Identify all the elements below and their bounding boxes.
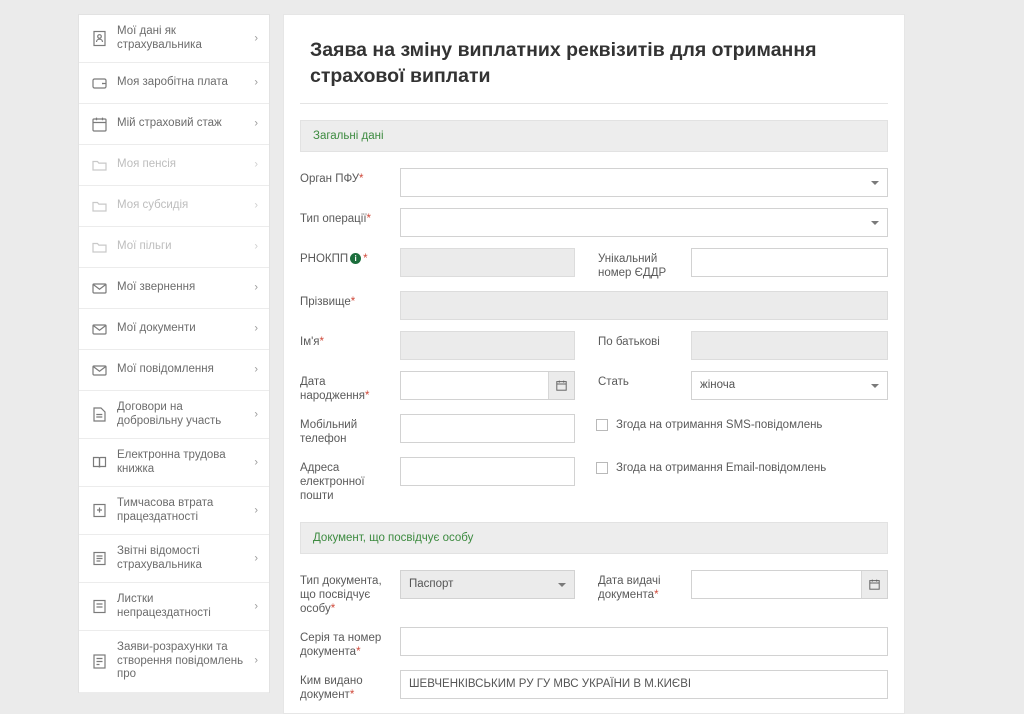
sidebar-item-e-labour-book[interactable]	[79, 439, 269, 487]
sidebar-item-label: Мої дані як страхувальника	[117, 25, 202, 51]
sex-label: Стать	[598, 376, 629, 388]
required-mark: *	[366, 213, 371, 225]
name-label	[300, 331, 400, 349]
mobile-phone-input[interactable]	[400, 414, 575, 443]
field-row-issuedby	[300, 670, 888, 702]
sidebar-item-insurer-data[interactable]	[79, 15, 269, 63]
chevron-right-icon: ›	[254, 363, 258, 376]
required-mark: *	[350, 296, 356, 308]
field-row-rnokpp	[300, 248, 888, 280]
folder-icon	[91, 157, 108, 174]
email-consent-checkbox[interactable]	[596, 462, 608, 474]
folder-icon	[91, 239, 108, 256]
calendar-icon[interactable]	[548, 372, 574, 399]
sidebar-item-label: Звітні відомості страхувальника	[117, 545, 202, 571]
email-label-line3: пошти	[300, 490, 334, 502]
required-mark: *	[654, 589, 659, 601]
sms-consent-checkbox[interactable]	[596, 419, 608, 431]
chevron-down-icon	[871, 221, 879, 225]
sidebar-item-label: Мої повідомлення	[117, 363, 214, 376]
organ-select[interactable]	[400, 168, 888, 197]
eddr-input-wrap	[691, 248, 888, 277]
sidebar-item-messages[interactable]	[79, 350, 269, 391]
sidebar-item-appeals[interactable]	[79, 268, 269, 309]
required-mark: *	[330, 603, 336, 615]
chevron-right-icon: ›	[254, 504, 258, 516]
birthdate-date-wrap	[400, 371, 575, 400]
organ-select-wrap	[400, 168, 888, 197]
required-mark: *	[359, 173, 364, 185]
birthdate-input-wrap	[400, 371, 575, 400]
series-input-wrap	[400, 627, 888, 656]
sidebar-nav	[78, 14, 270, 693]
folder-icon	[91, 198, 108, 215]
info-icon[interactable]: i	[350, 253, 361, 264]
sex-select-wrap	[691, 371, 888, 400]
sidebar-item-voluntary-contracts[interactable]	[79, 391, 269, 439]
envelope-icon	[91, 280, 108, 297]
field-row-birthdate	[300, 371, 888, 403]
email-label-line1: Адреса	[300, 462, 340, 474]
operation-label-text: Тип операції	[300, 213, 367, 225]
operation-label	[300, 208, 400, 226]
sidebar-item-documents[interactable]	[79, 309, 269, 350]
email-label-line2: електронної	[300, 476, 365, 488]
chevron-right-icon: ›	[254, 117, 258, 130]
eddr-label	[596, 248, 691, 280]
required-mark: *	[365, 390, 370, 402]
report-icon	[91, 550, 108, 567]
surname-input[interactable]	[400, 291, 888, 320]
sidebar-item-label: Моя заробітна плата	[117, 76, 228, 89]
section-header-general: Загальні дані	[300, 120, 888, 152]
issuedby-input-wrap	[400, 670, 888, 699]
issuedate-label	[596, 570, 691, 602]
email-label	[300, 457, 400, 503]
sms-consent-label: Згода на отримання SMS-повідомлень	[616, 419, 823, 431]
series-label-line1: Серія та номер	[300, 632, 382, 644]
email-consent-row	[596, 457, 826, 474]
issuedby-label-line1: Ким видано	[300, 675, 363, 687]
doctype-label	[300, 570, 400, 616]
chevron-right-icon: ›	[254, 199, 258, 212]
document-type-select[interactable]	[400, 570, 575, 599]
doctype-label-line3: особу	[300, 603, 331, 615]
sidebar-item-label: Моя субсидія	[117, 199, 189, 212]
surname-input-wrap	[400, 291, 888, 320]
sheet-icon	[91, 598, 108, 615]
rnokpp-label	[300, 248, 400, 266]
sidebar-item-pension[interactable]	[79, 145, 269, 186]
patronymic-input[interactable]	[691, 331, 888, 360]
chevron-right-icon: ›	[254, 600, 258, 612]
sick-leave-icon	[91, 502, 108, 519]
sidebar-item-subsidy[interactable]	[79, 186, 269, 227]
sidebar-item-label: Моя пенсія	[117, 158, 177, 171]
field-row-surname	[300, 291, 888, 320]
field-row-mobile	[300, 414, 888, 446]
document-person-icon	[91, 30, 108, 47]
sidebar-item-label: Мої пільги	[117, 240, 172, 253]
issuedate-input-wrap	[691, 570, 888, 599]
calc-icon	[91, 653, 108, 670]
section-header-document: Документ, що посвідчує особу	[300, 522, 888, 554]
issuedate-date-wrap	[691, 570, 888, 599]
sidebar-item-insurance-record[interactable]	[79, 104, 269, 145]
surname-label-text: Прізвище	[300, 296, 351, 308]
field-row-email	[300, 457, 888, 503]
required-mark: *	[349, 689, 355, 701]
sidebar-item-salary[interactable]	[79, 63, 269, 104]
eddr-label-line1: Унікальний	[598, 253, 658, 265]
envelope-icon	[91, 321, 108, 338]
eddr-input[interactable]	[691, 248, 888, 277]
page-title: Заява на зміну виплатних реквізитів для отримання страхової виплати	[300, 37, 888, 104]
sidebar-item-label: Мої документи	[117, 322, 196, 335]
sex-select-value: жіноча	[700, 379, 736, 391]
chevron-right-icon: ›	[254, 32, 258, 44]
operation-type-select[interactable]	[400, 208, 888, 237]
required-mark: *	[363, 253, 368, 265]
rnokpp-label-text: РНОКПП	[300, 253, 349, 265]
series-label-line2: документа	[300, 646, 357, 658]
sms-consent-row	[596, 414, 822, 431]
wallet-icon	[91, 75, 108, 92]
sidebar-item-label: Мої звернення	[117, 281, 196, 294]
sidebar-item-label: Мій страховий стаж	[117, 117, 222, 130]
sidebar-item-benefits[interactable]	[79, 227, 269, 268]
sidebar-item-label: Тимчасова втрата працездатності	[117, 497, 214, 523]
spacer	[300, 514, 888, 522]
field-row-name	[300, 331, 888, 360]
chevron-down-icon	[558, 583, 566, 587]
name-input[interactable]	[400, 331, 575, 360]
mobile-label	[300, 414, 400, 446]
required-mark: *	[319, 336, 325, 348]
issuedate-label-line1: Дата видачі	[598, 575, 661, 587]
email-consent-label: Згода на отримання Email-повідомлень	[616, 462, 827, 474]
issuedby-label	[300, 670, 400, 702]
rnokpp-input-wrap	[400, 248, 575, 277]
name-label-text: Ім'я	[300, 336, 320, 348]
field-row-series	[300, 627, 888, 659]
envelope-icon	[91, 362, 108, 379]
required-mark: *	[356, 646, 361, 658]
mobile-label-line2: телефон	[300, 433, 347, 445]
chevron-right-icon: ›	[254, 654, 258, 667]
birthdate-label	[300, 371, 400, 403]
email-input-wrap	[400, 457, 575, 486]
chevron-right-icon: ›	[254, 158, 258, 171]
name-input-wrap	[400, 331, 575, 360]
patronymic-label: По батькові	[598, 336, 660, 348]
calendar-icon[interactable]	[861, 571, 887, 598]
main-form-panel	[283, 14, 905, 714]
sidebar-item-calculation-applications[interactable]	[79, 631, 269, 693]
series-label	[300, 627, 400, 659]
mobile-input-wrap	[400, 414, 575, 443]
doctype-select-wrap	[400, 570, 575, 599]
operation-select-wrap	[400, 208, 888, 237]
chevron-right-icon: ›	[254, 240, 258, 253]
issue-date-input[interactable]	[691, 570, 888, 599]
chevron-down-icon	[871, 384, 879, 388]
chevron-right-icon: ›	[254, 322, 258, 335]
patronymic-input-wrap	[691, 331, 888, 360]
birthdate-label-line2: народження	[300, 390, 366, 402]
chevron-right-icon: ›	[254, 456, 258, 468]
mobile-label-line1: Мобільний	[300, 419, 358, 431]
issuedate-label-line2: документа	[598, 589, 655, 601]
sex-select[interactable]	[691, 371, 888, 400]
chevron-right-icon: ›	[254, 76, 258, 89]
rnokpp-input[interactable]	[400, 248, 575, 277]
issued-by-input[interactable]: ШЕВЧЕНКІВСЬКИМ РУ ГУ МВС УКРАЇНИ В М.КИЄВІ	[400, 670, 888, 699]
doctype-select-value: Паспорт	[409, 578, 454, 590]
series-number-input[interactable]	[400, 627, 888, 656]
surname-label	[300, 291, 400, 309]
chevron-down-icon	[871, 181, 879, 185]
eddr-label-line2: номер ЄДДР	[598, 267, 667, 279]
sidebar-item-temporary-disability[interactable]	[79, 487, 269, 535]
chevron-right-icon: ›	[254, 408, 258, 420]
email-input[interactable]	[400, 457, 575, 486]
doctype-label-line1: Тип документа,	[300, 575, 382, 587]
field-row-organ	[300, 168, 888, 197]
sidebar-item-label: Листки непрацездатності	[117, 593, 211, 619]
field-row-doctype	[300, 570, 888, 616]
chevron-right-icon: ›	[254, 281, 258, 294]
field-row-operation-type	[300, 208, 888, 237]
organ-label-text: Орган ПФУ	[300, 173, 360, 185]
doctype-label-line2: що посвідчує	[300, 589, 371, 601]
book-icon	[91, 454, 108, 471]
sidebar-item-report-statements[interactable]	[79, 535, 269, 583]
contract-icon	[91, 406, 108, 423]
organ-label	[300, 168, 400, 186]
birthdate-label-line1: Дата	[300, 376, 326, 388]
issuedby-label-line2: документ	[300, 689, 350, 701]
chevron-right-icon: ›	[254, 552, 258, 564]
calendar-icon	[91, 116, 108, 133]
sidebar-item-label: Електронна трудова книжка	[117, 449, 226, 475]
sidebar-item-label: Заяви-розрахунки та створення повідомлень про	[117, 641, 244, 680]
sidebar-item-disability-sheets[interactable]	[79, 583, 269, 631]
sidebar-item-label: Договори на добровільну участь	[117, 401, 222, 427]
